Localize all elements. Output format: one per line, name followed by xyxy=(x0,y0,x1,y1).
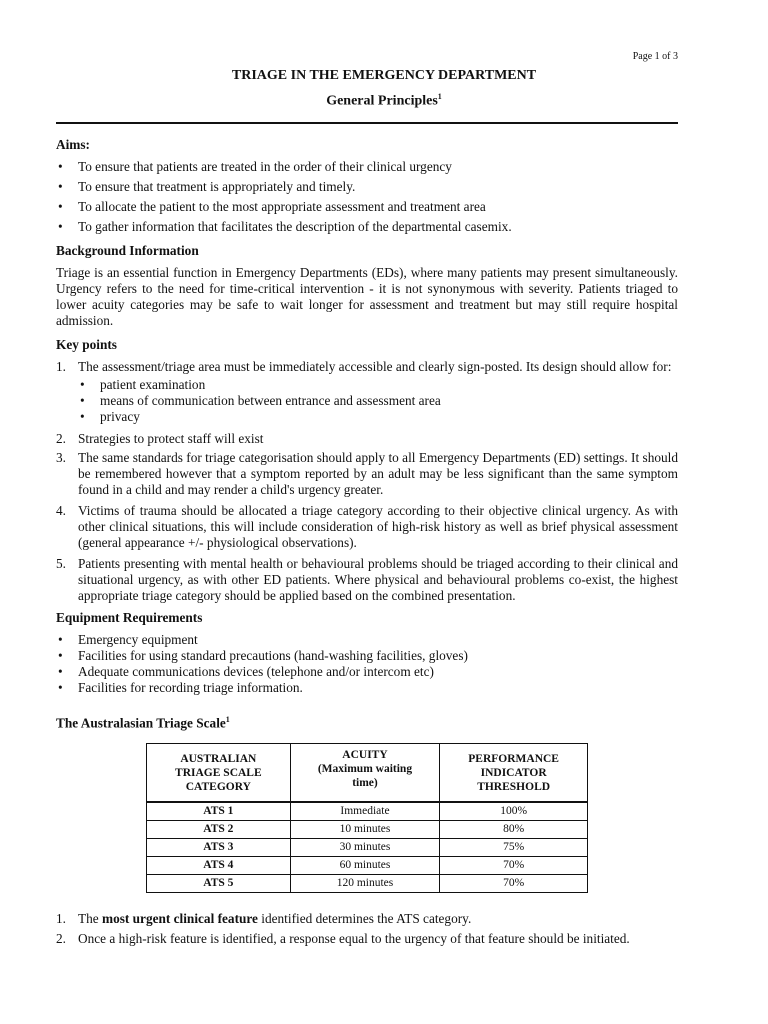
ats-threshold-cell: 100% xyxy=(440,802,588,821)
header-line: PERFORMANCE xyxy=(468,752,559,765)
ats-acuity-cell: 10 minutes xyxy=(290,821,440,839)
ats-threshold-cell: 80% xyxy=(440,821,588,839)
subtitle-text: General Principles xyxy=(326,93,438,109)
key-point-subitem: • means of communication between entrance and assessment area xyxy=(78,393,678,409)
key-point-item xyxy=(56,503,678,551)
ats-note-number: 1. xyxy=(56,911,66,927)
key-point-text: Victims of trauma should be allocated a triage category according to their objective clinical urgency. As with other clinical situations, this will include consideration of high-risk history as well as brief physical assessment (general appearance +/- physiological observations). xyxy=(78,503,678,550)
ats-note-number: 2. xyxy=(56,931,66,947)
page-number: Page 1 of 3 xyxy=(632,51,678,62)
key-point-number: 2. xyxy=(56,431,66,446)
key-points-heading: Key points xyxy=(56,337,117,352)
key-point-item xyxy=(56,450,678,498)
aims-item: • To ensure that treatment is appropriately and timely. xyxy=(56,179,678,195)
table-row xyxy=(147,875,588,893)
ats-threshold-cell: 70% xyxy=(440,857,588,875)
ats-note-item xyxy=(56,931,678,947)
ats-heading-text: The Australasian Triage Scale xyxy=(56,715,226,731)
key-point-number: 5. xyxy=(56,556,66,571)
header-line: TRIAGE SCALE xyxy=(175,766,262,779)
aims-item: • To gather information that facilitates the description of the departmental casemix. xyxy=(56,219,678,235)
ats-notes-list xyxy=(56,911,678,947)
ats-note-item xyxy=(56,911,678,927)
key-point-subitem: • patient examination xyxy=(78,377,678,393)
ats-note-text-pre: The xyxy=(78,911,102,927)
aims-item: • To ensure that patients are treated in the order of their clinical urgency xyxy=(56,159,678,175)
ats-acuity-cell: 30 minutes xyxy=(290,839,440,857)
subtitle-footnote-ref: 1 xyxy=(437,92,442,101)
table-row xyxy=(147,857,588,875)
aims-item: • To allocate the patient to the most appropriate assessment and treatment area xyxy=(56,199,678,215)
ats-header-threshold xyxy=(440,744,588,803)
key-point-sublist xyxy=(78,377,678,425)
ats-category-cell: ATS 1 xyxy=(147,802,291,821)
header-line: CATEGORY xyxy=(185,780,251,793)
key-point-text: Strategies to protect staff will exist xyxy=(78,431,264,446)
key-point-number: 1. xyxy=(56,359,66,374)
key-point-text: Patients presenting with mental health or behavioural problems should be triaged according to their clinical and situational urgency, as with other ED patients. Where physical and behavioural problems co-exist, the highest appropriate triage category should be applied based on the combined presentation. xyxy=(78,556,678,603)
equipment-item: • Facilities for recording triage information. xyxy=(56,680,678,696)
key-point-item xyxy=(56,556,678,604)
equipment-heading: Equipment Requirements xyxy=(56,610,203,625)
document-subtitle xyxy=(0,92,768,110)
ats-note-text-bold: most urgent clinical feature xyxy=(102,911,258,927)
key-point-number: 4. xyxy=(56,503,66,518)
ats-category-cell: ATS 4 xyxy=(147,857,291,875)
ats-footnote-ref: 1 xyxy=(225,715,230,724)
equipment-item: • Adequate communications devices (telephone and/or intercom etc) xyxy=(56,664,678,680)
background-paragraph: Triage is an essential function in Emergency Departments (EDs), where many patients may present simultaneously. Urgency refers to the need for time-critical intervention - it is not synonymous with severity. Patients triaged to lower acuity categories may be safe to wait longer for assessment and treatment but may still require hospital admission. xyxy=(56,265,678,328)
ats-acuity-cell: 120 minutes xyxy=(290,875,440,893)
ats-header-acuity xyxy=(290,744,440,803)
ats-section xyxy=(56,712,678,893)
table-row xyxy=(147,821,588,839)
ats-acuity-cell: Immediate xyxy=(290,802,440,821)
document-title: TRIAGE IN THE EMERGENCY DEPARTMENT xyxy=(231,68,537,83)
ats-note-text: Once a high-risk feature is identified, a response equal to the urgency of that feature should be initiated. xyxy=(78,931,630,947)
ats-category-cell: ATS 5 xyxy=(147,875,291,893)
header-line: THRESHOLD xyxy=(477,780,551,793)
header-line: ACUITY xyxy=(342,749,388,762)
aims-heading: Aims: xyxy=(56,137,90,152)
equipment-item: • Facilities for using standard precautions (hand-washing facilities, gloves) xyxy=(56,648,678,664)
header-line: AUSTRALIAN xyxy=(180,752,257,765)
key-point-text: The same standards for triage categorisation should apply to all Emergency Departments (ED) settings. It should be remembered however that a symptom reported by an adult may be less significant than the same symptom found in a child and may render a child's urgency greater. xyxy=(78,450,678,497)
key-point-item xyxy=(56,359,678,425)
ats-note-text-post: identified determines the ATS category. xyxy=(257,911,472,927)
ats-threshold-cell: 70% xyxy=(440,875,588,893)
key-point-item xyxy=(56,431,678,447)
key-point-text: The assessment/triage area must be immediately accessible and clearly sign-posted. Its design should allow for: xyxy=(78,359,672,374)
header-line: INDICATOR xyxy=(480,766,547,779)
aims-list xyxy=(56,159,678,235)
header-line: time) xyxy=(352,777,378,790)
header-divider xyxy=(56,122,678,124)
key-points-list xyxy=(56,359,678,604)
ats-table-header-row xyxy=(147,744,588,803)
ats-threshold-cell: 75% xyxy=(440,839,588,857)
ats-category-cell: ATS 3 xyxy=(147,839,291,857)
key-point-number: 3. xyxy=(56,450,66,465)
equipment-item: • Emergency equipment xyxy=(56,632,678,648)
header-line: (Maximum waiting xyxy=(317,763,413,776)
key-point-subitem: • privacy xyxy=(78,409,678,425)
ats-acuity-cell: 60 minutes xyxy=(290,857,440,875)
document-body xyxy=(56,137,678,951)
equipment-list xyxy=(56,632,678,696)
ats-heading xyxy=(56,712,678,731)
ats-category-cell: ATS 2 xyxy=(147,821,291,839)
background-heading: Background Information xyxy=(56,243,199,258)
ats-header-category xyxy=(147,744,291,803)
ats-table xyxy=(146,743,588,893)
table-row xyxy=(147,802,588,821)
table-row xyxy=(147,839,588,857)
